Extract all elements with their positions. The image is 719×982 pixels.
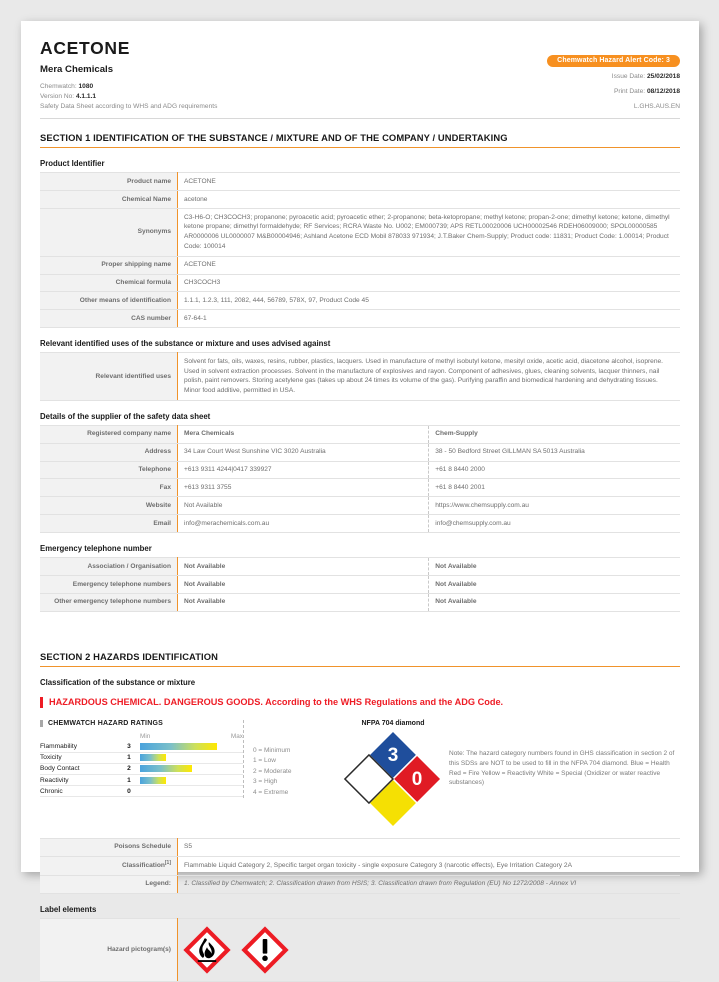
rating-bar-cell	[140, 741, 243, 752]
print-date-line	[547, 87, 680, 97]
table-row	[40, 173, 680, 191]
label-elements-heading: Label elements	[40, 904, 97, 914]
row-value: Flammable Liquid Category 2, Specific target organ toxicity - single exposure Category 3 (narcotic effects), Eye Irritation Category 2A	[178, 856, 681, 875]
pre-info-spacer	[40, 829, 680, 838]
rating-bar-cell	[140, 774, 243, 785]
supplier-details-table	[40, 425, 680, 533]
table-row	[40, 875, 680, 893]
version-value: 4.1.1.1	[75, 93, 97, 101]
emergency-col2: Not Available	[429, 558, 680, 576]
rating-value: 0	[118, 786, 140, 797]
rating-bar-fill	[140, 754, 166, 761]
row-label: Hazard pictogram(s)	[40, 918, 178, 981]
supplier-col2-link[interactable]: https://www.chemsupply.com.au	[429, 497, 680, 515]
rating-value: 1	[118, 752, 140, 763]
rating-row	[40, 774, 243, 785]
rating-row	[40, 752, 243, 763]
classification-label-text: Classification	[122, 862, 165, 870]
row-value: S5	[178, 838, 681, 856]
table-row	[40, 515, 680, 533]
table-row	[40, 256, 680, 274]
row-value: 1.1.1, 1.2.3, 111, 2082, 444, 56789, 578X, 97, Product Code 45	[178, 292, 681, 310]
emergency-col1: Not Available	[178, 558, 429, 576]
nfpa-title: NFPA 704 diamond	[361, 719, 425, 727]
table-row	[40, 838, 680, 856]
relevant-uses-table	[40, 352, 680, 401]
rating-category: Toxicity	[40, 752, 118, 763]
sds-document-page	[21, 21, 699, 953]
emergency-col2: Not Available	[429, 576, 680, 594]
row-label: Chemical formula	[40, 274, 178, 292]
rating-value: 1	[118, 774, 140, 785]
table-row	[40, 310, 680, 328]
row-label: Address	[40, 443, 178, 461]
table-row	[40, 918, 680, 981]
table-row	[40, 479, 680, 497]
hazard-rating-legend	[243, 720, 339, 799]
version-label: Version No:	[40, 93, 75, 101]
rating-row	[40, 763, 243, 774]
row-label: Website	[40, 497, 178, 515]
rating-row	[40, 786, 243, 797]
rating-category: Chronic	[40, 786, 118, 797]
table-row	[40, 576, 680, 594]
print-date-label: Print Date:	[613, 88, 646, 96]
pictogram-row	[184, 927, 674, 973]
relevant-uses-heading: Relevant identified uses of the substance or mixture and uses advised against	[40, 339, 331, 349]
ratings-axis-labels	[140, 732, 243, 742]
table-row	[40, 443, 680, 461]
row-label: Chemical Name	[40, 191, 178, 209]
table-row	[40, 856, 680, 875]
legend-item: 3 = High	[253, 778, 278, 786]
nfpa-reactivity-value: 0	[411, 768, 423, 790]
row-label	[40, 856, 178, 875]
row-label: Telephone	[40, 461, 178, 479]
pictograms-cell	[178, 918, 681, 981]
row-label: Product name	[40, 173, 178, 191]
rating-row	[40, 741, 243, 752]
rating-bar-fill	[140, 777, 166, 784]
print-date-value: 08/12/2018	[646, 88, 680, 96]
rating-bar-track	[140, 765, 243, 772]
classification-heading: Classification of the substance or mixture	[40, 677, 196, 687]
row-value: acetone	[178, 191, 681, 209]
supplier-col2-link[interactable]: info@chemsupply.com.au	[429, 515, 680, 533]
legend-item: 4 = Extreme	[253, 788, 289, 796]
row-label: Other emergency telephone numbers	[40, 593, 178, 611]
rating-bar-track	[140, 788, 243, 795]
rating-bar-fill	[140, 743, 217, 750]
header-divider	[40, 118, 680, 119]
legend-item: 0 = Minimum	[253, 746, 291, 754]
row-label: Other means of identification	[40, 292, 178, 310]
hazard-ratings-title: CHEMWATCH HAZARD RATINGS	[40, 720, 243, 727]
row-value: ACETONE	[178, 256, 681, 274]
row-label: Poisons Schedule	[40, 838, 178, 856]
axis-min-label: Min	[140, 733, 151, 741]
hazard-warning-banner: HAZARDOUS CHEMICAL. DANGEROUS GOODS. According to the WHS Regulations and the ADG Code.	[40, 697, 680, 708]
table-row	[40, 461, 680, 479]
supplier-col1: +613 9311 3755	[178, 479, 429, 497]
row-value: 1. Classified by Chemwatch; 2. Classification drawn from HSIS; 3. Classification drawn from Regulation (EU) No 1272/2008 - Annex VI	[178, 875, 681, 893]
table-row	[40, 274, 680, 292]
ratings-axis-row	[40, 732, 243, 742]
table-row	[40, 593, 680, 611]
row-label: CAS number	[40, 310, 178, 328]
issue-date-line	[547, 72, 680, 82]
table-row	[40, 191, 680, 209]
row-label: Email	[40, 515, 178, 533]
ratings-axis-spacer2	[118, 732, 140, 742]
chemwatch-hazard-ratings-chart	[40, 720, 243, 798]
supplier-col1: Not Available	[178, 497, 429, 515]
issue-date-value: 25/02/2018	[646, 73, 680, 80]
rating-value: 3	[118, 741, 140, 752]
row-value: Solvent for fats, oils, waxes, resins, rubber, plastics, lacquers. Used in manufacture of methyl isobutyl ketone, mesityl oxide, acetic acid, diacetone alcohol, isoprene. Used in solvent extraction processes. Solvent in the manufacture of explosives and rayon. Component of adhesives, glues, cleaning solvents, lacquer thinners, nail polish, paint removers. Storing acetylene gas (takes up about 24 times its volume of the gas). Purifying paraffin and biomedical hardening and dehydrating tissues. Minor food additive, permitted in USA.	[178, 353, 681, 401]
row-label: Proper shipping name	[40, 256, 178, 274]
language-code: L.GHS.AUS.EN	[633, 103, 680, 111]
chemwatch-value: 1080	[78, 83, 94, 91]
rating-value: 2	[118, 763, 140, 774]
hazard-rating-section	[40, 720, 680, 829]
section-1-heading: SECTION 1 IDENTIFICATION OF THE SUBSTANCE / MIXTURE AND OF THE COMPANY / UNDERTAKING	[40, 132, 680, 148]
row-value: C3-H6-O; CH3COCH3; propanone; pyroacetic acid; pyroacetic ether; 2-propanone; beta-ketopropane; methyl ketone; propan-2-one; dimethyl ketone; ketone, dimethyl ketone propane; dimethyl formaldehyde; RF Services; RCRA Waste No. U002; EM000739; APS RETL00020006 UCH00002546 RDEH06009000; SPOL00000585 AR0000006 UL0000007 M&B00004946; Ashland Acetone ECD Mobil 878033 971934; J.T.Baker Chem-Supply; Product code: 11831; Product Code: 1.00014; Product Code: 100014	[178, 209, 681, 257]
classification-info-table	[40, 838, 680, 894]
row-label: Registered company name	[40, 425, 178, 443]
row-label: Emergency telephone numbers	[40, 576, 178, 594]
rating-bar-track	[140, 743, 243, 750]
row-label: Fax	[40, 479, 178, 497]
document-header	[40, 39, 680, 119]
table-row	[40, 425, 680, 443]
nfpa-fire-value: 3	[387, 744, 399, 766]
nfpa-block	[339, 720, 680, 829]
row-value: ACETONE	[178, 173, 681, 191]
supplier-col2: +61 8 8440 2000	[429, 461, 680, 479]
emergency-telephone-table	[40, 557, 680, 612]
product-identifier-table	[40, 172, 680, 328]
classification-footnote-marker: [1]	[164, 860, 171, 867]
ghs-exclamation-pictogram	[242, 927, 288, 973]
supplier-col2: 38 - 50 Bedford Street GILLMAN SA 5013 Australia	[429, 443, 680, 461]
chemwatch-label: Chemwatch:	[40, 83, 77, 91]
section-spacer	[40, 612, 680, 638]
supplier-col1: Mera Chemicals	[178, 425, 429, 443]
ghs-flame-pictogram	[184, 927, 230, 973]
emergency-col1: Not Available	[178, 576, 429, 594]
table-row	[40, 497, 680, 515]
table-row	[40, 558, 680, 576]
section-2-heading: SECTION 2 HAZARDS IDENTIFICATION	[40, 651, 680, 667]
supplier-details-heading: Details of the supplier of the safety data sheet	[40, 411, 211, 421]
legend-item: 1 = Low	[253, 757, 276, 765]
product-identifier-heading: Product Identifier	[40, 159, 105, 169]
table-row	[40, 209, 680, 257]
emergency-col2: Not Available	[429, 593, 680, 611]
supplier-col1: +613 9311 4244|0417 339927	[178, 461, 429, 479]
company-name: Mera Chemicals	[40, 64, 114, 76]
supplier-col1-link[interactable]: info@merachemicals.com.au	[178, 515, 429, 533]
table-row	[40, 292, 680, 310]
row-value: 67-64-1	[178, 310, 681, 328]
rating-bar-fill	[140, 765, 192, 772]
page-title: ACETONE	[40, 38, 131, 58]
nfpa-note-text: Note: The hazard category numbers found in GHS classification in section 2 of this SDSs are NOT to be used to fill in the NFPA 704 diamond. Blue = Health Red = Fire Yellow = Reactivity White = Special (Oxidizer or water reactive substances)	[449, 749, 675, 787]
row-value: CH3COCH3	[178, 274, 681, 292]
row-label: Synonyms	[40, 209, 178, 257]
row-label: Legend:	[40, 875, 178, 893]
supplier-col1: 34 Law Court West Sunshine VIC 3020 Australia	[178, 443, 429, 461]
header-right-block	[547, 49, 680, 113]
nfpa-health-value: 1	[363, 768, 375, 790]
rating-category: Reactivity	[40, 774, 118, 785]
rating-bar-cell	[140, 786, 243, 797]
rating-category: Flammability	[40, 741, 118, 752]
table-row	[40, 353, 680, 401]
ratings-axis-spacer	[40, 732, 118, 742]
rating-bar-track	[140, 754, 243, 761]
rating-category: Body Contact	[40, 763, 118, 774]
nfpa-704-diamond-icon	[343, 729, 443, 829]
nfpa-row	[343, 729, 680, 829]
issue-date-label: Issue Date:	[611, 73, 646, 80]
rating-bar-cell	[140, 752, 243, 763]
standard-line: Safety Data Sheet according to WHS and ADG requirements	[40, 103, 218, 111]
emergency-col1: Not Available	[178, 593, 429, 611]
row-label: Relevant identified uses	[40, 353, 178, 401]
rating-bar-track	[140, 777, 243, 784]
axis-max-label: Max	[230, 733, 243, 741]
supplier-col2: Chem-Supply	[429, 425, 680, 443]
hazard-ratings-table	[40, 732, 243, 798]
row-label: Association / Organisation	[40, 558, 178, 576]
legend-item: 2 = Moderate	[253, 767, 292, 775]
rating-bar-cell	[140, 763, 243, 774]
emergency-telephone-heading: Emergency telephone number	[40, 544, 152, 554]
supplier-col2: +61 8 8440 2001	[429, 479, 680, 497]
hazard-pictograms-table	[40, 918, 680, 982]
status-badge: Chemwatch Hazard Alert Code: 3	[547, 55, 680, 68]
